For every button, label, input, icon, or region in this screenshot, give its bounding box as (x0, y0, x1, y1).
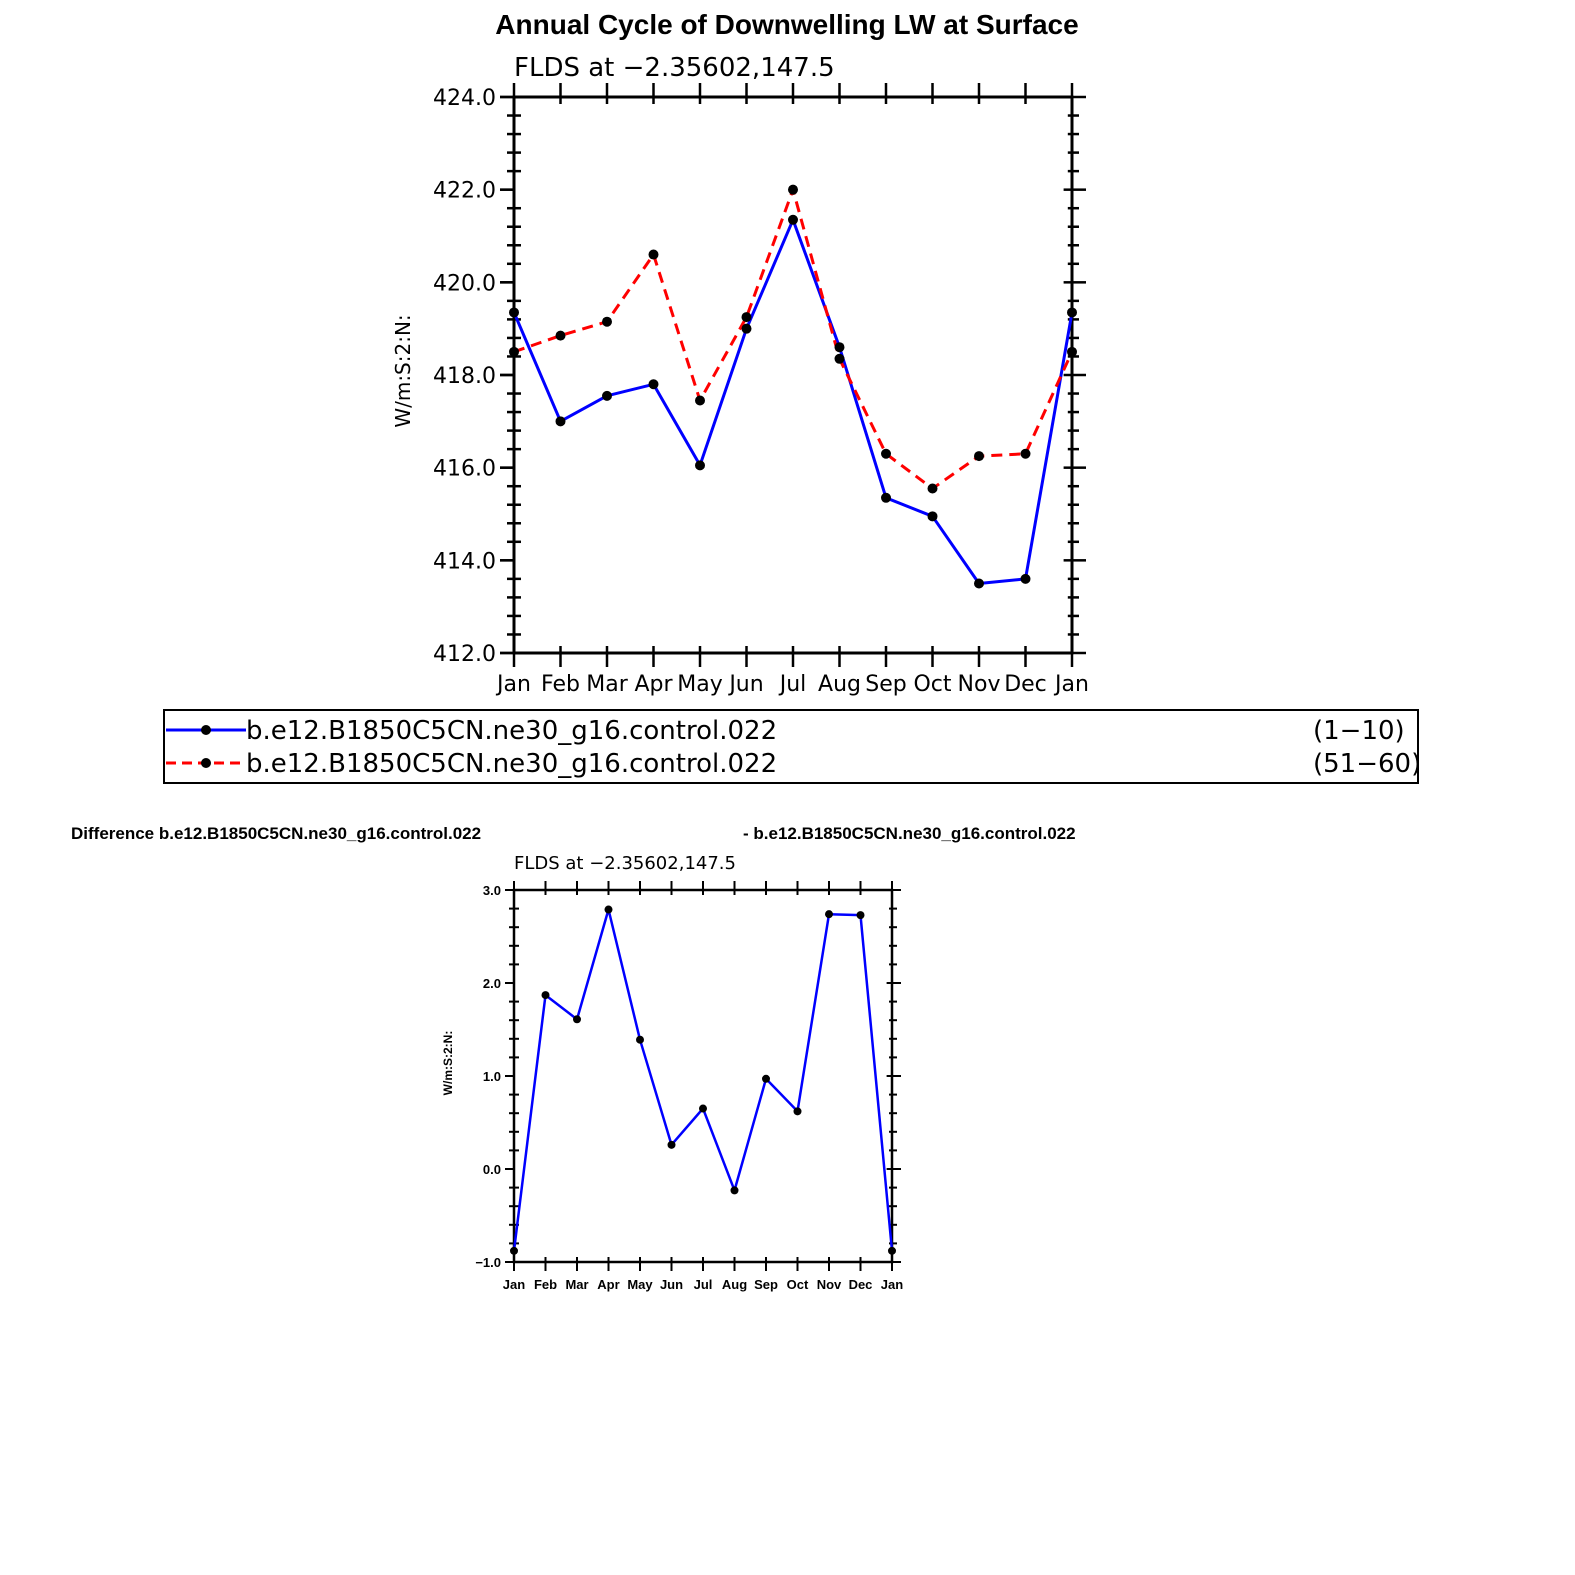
series-1-point (731, 1186, 739, 1194)
series-2-point (974, 451, 984, 461)
main-plot-area (433, 83, 1089, 697)
series-1-point (888, 1247, 896, 1255)
series-1-point (857, 911, 865, 919)
series-1-point (699, 1105, 707, 1113)
x-tick-label: Jan (497, 672, 531, 697)
chart-title: Annual Cycle of Downwelling LW at Surface (495, 9, 1079, 40)
difference-y-axis-label: W/m:S:2:N: (441, 1030, 455, 1096)
series-1-point (825, 910, 833, 918)
series-1-point (649, 379, 659, 389)
y-tick-label: 0.0 (482, 1162, 501, 1178)
series-1-point (928, 511, 938, 521)
difference-title-left: Difference b.e12.B1850C5CN.ne30_g16.control.022 (71, 824, 482, 843)
x-tick-label: Aug (818, 672, 861, 697)
legend-label-series-1: b.e12.B1850C5CN.ne30_g16.control.022 (246, 716, 778, 746)
series-1-point (742, 324, 752, 334)
y-tick-label: 414.0 (433, 549, 496, 575)
series-1-point (788, 215, 798, 225)
y-tick-label: 422.0 (433, 178, 496, 204)
series-1-point (510, 1247, 518, 1255)
x-tick-label: Jan (502, 1277, 526, 1292)
x-tick-label: Mar (565, 1277, 589, 1292)
x-tick-label: Feb (533, 1277, 558, 1292)
series-1-line (514, 220, 1072, 584)
series-1-line (514, 910, 892, 1251)
legend-marker-series-1 (201, 725, 211, 735)
x-tick-label: Dec (1004, 672, 1047, 697)
series-2-line (514, 190, 1072, 489)
x-tick-label: Apr (597, 1277, 620, 1292)
x-tick-label: Mar (586, 672, 628, 697)
series-1-point (556, 416, 566, 426)
x-tick-label: May (627, 1277, 653, 1292)
series-2-point (1021, 449, 1031, 459)
series-2-point (1067, 347, 1077, 357)
series-2-point (602, 317, 612, 327)
legend-years-series-1: (1−10) (1313, 716, 1405, 746)
x-tick-label: Nov (957, 672, 1001, 697)
x-tick-label: Feb (541, 672, 580, 697)
series-2-point (509, 347, 519, 357)
y-tick-label: 2.0 (482, 976, 501, 992)
series-1-point (602, 391, 612, 401)
x-tick-label: Jul (693, 1277, 713, 1292)
series-2-point (695, 395, 705, 405)
legend-marker-series-2 (201, 758, 211, 768)
x-tick-label: Jan (1055, 672, 1089, 697)
y-tick-label: 412.0 (433, 641, 496, 667)
difference-plot-area (475, 881, 903, 1292)
difference-title-right: - b.e12.B1850C5CN.ne30_g16.control.022 (743, 824, 1076, 843)
y-tick-label: 418.0 (433, 363, 496, 389)
legend (164, 710, 1421, 783)
plot-frame (514, 890, 892, 1262)
x-tick-label: Dec (848, 1277, 873, 1292)
x-tick-label: Jan (880, 1277, 904, 1292)
y-tick-label: 424.0 (433, 85, 496, 111)
x-tick-label: Apr (634, 672, 673, 697)
series-2-point (928, 484, 938, 494)
series-1-point (762, 1075, 770, 1083)
series-1-point (695, 460, 705, 470)
x-tick-label: May (677, 672, 723, 697)
x-tick-label: Jul (779, 672, 807, 697)
series-1-point (794, 1107, 802, 1115)
y-tick-label: −1.0 (475, 1255, 501, 1271)
x-tick-label: Sep (754, 1277, 778, 1292)
x-tick-label: Oct (786, 1277, 809, 1292)
series-1-point (605, 906, 613, 914)
y-tick-label: 3.0 (482, 883, 501, 899)
series-1-point (509, 307, 519, 317)
series-1-point (1067, 307, 1077, 317)
series-1-point (881, 493, 891, 503)
y-tick-label: 420.0 (433, 271, 496, 297)
plot-frame (514, 97, 1072, 653)
series-1-point (573, 1015, 581, 1023)
x-tick-label: Sep (865, 672, 907, 697)
series-1-point (542, 991, 550, 999)
series-2-point (835, 354, 845, 364)
series-2-point (788, 185, 798, 195)
x-tick-label: Jun (659, 1277, 684, 1292)
legend-years-series-2: (51−60) (1313, 749, 1422, 779)
y-axis-label: W/m:S:2:N: (391, 314, 415, 428)
series-2-point (649, 250, 659, 260)
series-1-point (974, 579, 984, 589)
series-2-point (556, 331, 566, 341)
x-tick-label: Nov (816, 1277, 842, 1292)
series-1-point (668, 1141, 676, 1149)
x-tick-label: Aug (721, 1277, 748, 1292)
difference-subtitle: FLDS at −2.35602,147.5 (514, 853, 736, 874)
series-1-point (835, 342, 845, 352)
series-2-point (881, 449, 891, 459)
y-tick-label: 1.0 (482, 1069, 501, 1085)
y-tick-label: 416.0 (433, 456, 496, 482)
x-tick-label: Jun (729, 672, 764, 697)
x-tick-label: Oct (913, 672, 952, 697)
legend-label-series-2: b.e12.B1850C5CN.ne30_g16.control.022 (246, 749, 778, 779)
series-1-point (636, 1036, 644, 1044)
series-1-point (1021, 574, 1031, 584)
chart-subtitle: FLDS at −2.35602,147.5 (514, 53, 835, 83)
series-2-point (742, 312, 752, 322)
